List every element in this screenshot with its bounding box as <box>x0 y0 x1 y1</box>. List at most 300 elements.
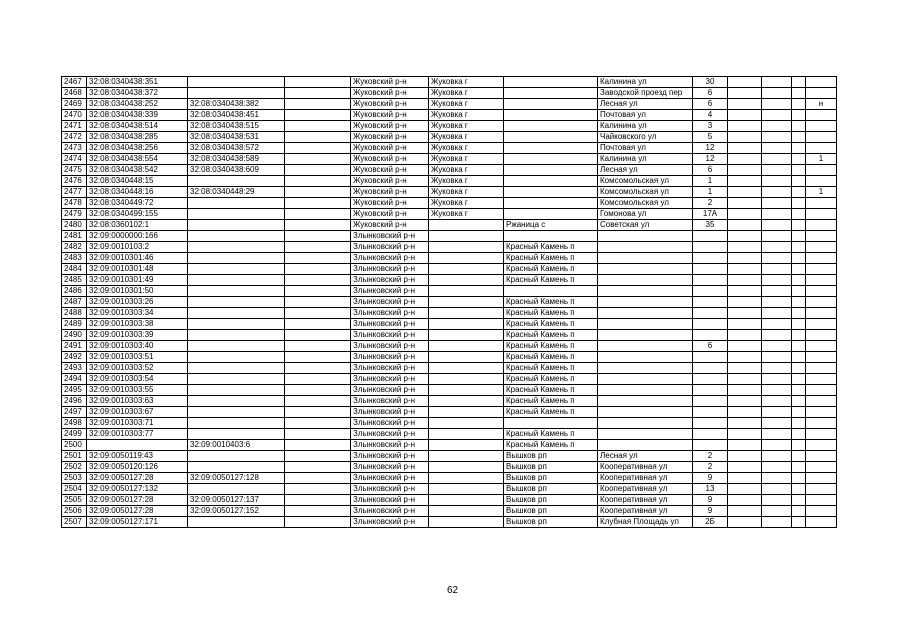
cell-col-12 <box>792 187 806 198</box>
cell-col-12 <box>792 341 806 352</box>
cell-col-11 <box>762 286 792 297</box>
cell-col-11 <box>762 121 792 132</box>
cell-city <box>429 517 504 528</box>
table-row <box>62 385 837 396</box>
cell-street <box>598 275 693 286</box>
cell-house-number <box>693 286 728 297</box>
cell-district: Жуковский р-н <box>351 132 429 143</box>
cell-row-number: 2473 <box>62 143 87 154</box>
cell-col-12 <box>792 495 806 506</box>
cell-cadastral-number: 32:09:0010303:67 <box>87 407 188 418</box>
table-row <box>62 264 837 275</box>
cell-col-10 <box>728 242 762 253</box>
cell-col-10 <box>728 341 762 352</box>
cell-empty-col <box>285 363 351 374</box>
cell-empty-col <box>285 374 351 385</box>
table-row <box>62 154 837 165</box>
cell-street <box>598 363 693 374</box>
cell-house-number <box>693 242 728 253</box>
table-row <box>62 396 837 407</box>
cell-related-cadastral-number: 32:08:0340448:29 <box>188 187 285 198</box>
cell-city: Жуковка г <box>429 154 504 165</box>
cell-street: Калинина ул <box>598 154 693 165</box>
cell-note <box>806 440 837 451</box>
cell-settlement <box>504 99 598 110</box>
cell-district: Злынковский р-н <box>351 374 429 385</box>
table-row <box>62 374 837 385</box>
cell-note <box>806 319 837 330</box>
cell-city: Жуковка г <box>429 121 504 132</box>
table-row <box>62 110 837 121</box>
cell-row-number: 2496 <box>62 396 87 407</box>
cell-district: Злынковский р-н <box>351 462 429 473</box>
cell-col-11 <box>762 253 792 264</box>
cell-col-12 <box>792 330 806 341</box>
cell-house-number: 6 <box>693 99 728 110</box>
cell-related-cadastral-number <box>188 297 285 308</box>
cell-cadastral-number: 32:09:0050127:28 <box>87 473 188 484</box>
cell-city: Жуковка г <box>429 88 504 99</box>
cell-related-cadastral-number <box>188 88 285 99</box>
cell-settlement: Вышков рп <box>504 506 598 517</box>
cell-row-number: 2474 <box>62 154 87 165</box>
cell-house-number: 2 <box>693 451 728 462</box>
cell-col-11 <box>762 264 792 275</box>
cell-empty-col <box>285 231 351 242</box>
cell-district: Жуковский р-н <box>351 198 429 209</box>
cell-related-cadastral-number: 32:08:0340438:589 <box>188 154 285 165</box>
cell-settlement: Красный Камень п <box>504 396 598 407</box>
cell-col-10 <box>728 77 762 88</box>
cell-district: Злынковский р-н <box>351 363 429 374</box>
table-row <box>62 242 837 253</box>
cell-row-number: 2506 <box>62 506 87 517</box>
cell-cadastral-number: 32:08:0340499:155 <box>87 209 188 220</box>
cell-district: Злынковский р-н <box>351 242 429 253</box>
cell-cadastral-number: 32:09:0010103:2 <box>87 242 188 253</box>
cell-col-12 <box>792 231 806 242</box>
cell-settlement <box>504 187 598 198</box>
cell-note <box>806 451 837 462</box>
cell-district: Злынковский р-н <box>351 319 429 330</box>
table-row <box>62 121 837 132</box>
cell-related-cadastral-number: 32:08:0340438:382 <box>188 99 285 110</box>
table-row <box>62 209 837 220</box>
cell-city <box>429 297 504 308</box>
cell-row-number: 2502 <box>62 462 87 473</box>
cell-col-12 <box>792 319 806 330</box>
cell-house-number: 6 <box>693 341 728 352</box>
cell-related-cadastral-number <box>188 374 285 385</box>
cell-city <box>429 352 504 363</box>
cell-house-number: 6 <box>693 88 728 99</box>
cell-cadastral-number: 32:09:0010303:34 <box>87 308 188 319</box>
cell-empty-col <box>285 121 351 132</box>
table-row <box>62 308 837 319</box>
cell-district: Злынковский р-н <box>351 385 429 396</box>
cell-city: Жуковка г <box>429 165 504 176</box>
cell-col-12 <box>792 407 806 418</box>
cell-district: Жуковский р-н <box>351 165 429 176</box>
table-row <box>62 143 837 154</box>
cell-col-12 <box>792 209 806 220</box>
cell-street: Кооперативная ул <box>598 484 693 495</box>
cell-city <box>429 473 504 484</box>
cell-related-cadastral-number: 32:08:0340438:451 <box>188 110 285 121</box>
cell-related-cadastral-number <box>188 242 285 253</box>
cell-row-number: 2480 <box>62 220 87 231</box>
cell-related-cadastral-number <box>188 429 285 440</box>
cell-cadastral-number: 32:08:0340449:72 <box>87 198 188 209</box>
cell-col-11 <box>762 187 792 198</box>
cell-col-10 <box>728 506 762 517</box>
cell-district: Злынковский р-н <box>351 231 429 242</box>
cell-settlement <box>504 154 598 165</box>
cell-note <box>806 341 837 352</box>
cell-col-11 <box>762 385 792 396</box>
cell-col-11 <box>762 484 792 495</box>
cell-street: Комсомольская ул <box>598 176 693 187</box>
table-row <box>62 99 837 110</box>
cell-row-number: 2485 <box>62 275 87 286</box>
cell-cadastral-number: 32:09:0010303:54 <box>87 374 188 385</box>
cell-cadastral-number: 32:09:0000000:166 <box>87 231 188 242</box>
cell-cadastral-number: 32:09:0050127:28 <box>87 506 188 517</box>
table-row <box>62 319 837 330</box>
cell-cadastral-number: 32:09:0010301:50 <box>87 286 188 297</box>
cell-related-cadastral-number <box>188 385 285 396</box>
cell-empty-col <box>285 154 351 165</box>
cell-row-number: 2471 <box>62 121 87 132</box>
cell-row-number: 2490 <box>62 330 87 341</box>
cell-col-12 <box>792 176 806 187</box>
cell-col-11 <box>762 143 792 154</box>
table-row <box>62 407 837 418</box>
cell-col-10 <box>728 165 762 176</box>
cell-related-cadastral-number <box>188 264 285 275</box>
cell-city: Жуковка г <box>429 77 504 88</box>
cell-city <box>429 330 504 341</box>
cell-note <box>806 473 837 484</box>
cell-district: Злынковский р-н <box>351 418 429 429</box>
cell-district: Злынковский р-н <box>351 484 429 495</box>
cell-house-number: 17А <box>693 209 728 220</box>
cell-note <box>806 275 837 286</box>
cell-col-12 <box>792 297 806 308</box>
cell-district: Злынковский р-н <box>351 429 429 440</box>
cell-note <box>806 385 837 396</box>
cell-cadastral-number: 32:09:0010303:26 <box>87 297 188 308</box>
table-row <box>62 517 837 528</box>
cell-city <box>429 242 504 253</box>
cell-col-10 <box>728 462 762 473</box>
table-row <box>62 352 837 363</box>
cell-col-10 <box>728 473 762 484</box>
cell-related-cadastral-number: 32:08:0340438:609 <box>188 165 285 176</box>
cell-cadastral-number: 32:09:0010303:40 <box>87 341 188 352</box>
cell-district: Жуковский р-н <box>351 121 429 132</box>
cell-note <box>806 363 837 374</box>
cell-street <box>598 407 693 418</box>
cell-row-number: 2479 <box>62 209 87 220</box>
cell-house-number: 2 <box>693 198 728 209</box>
cell-col-12 <box>792 143 806 154</box>
cell-note <box>806 495 837 506</box>
cell-related-cadastral-number: 32:08:0340438:515 <box>188 121 285 132</box>
cell-row-number: 2469 <box>62 99 87 110</box>
cell-house-number: 9 <box>693 506 728 517</box>
cell-empty-col <box>285 176 351 187</box>
cell-city <box>429 495 504 506</box>
cell-col-11 <box>762 132 792 143</box>
cell-settlement <box>504 418 598 429</box>
cell-row-number: 2505 <box>62 495 87 506</box>
cell-street <box>598 374 693 385</box>
cell-col-11 <box>762 242 792 253</box>
cell-street: Кооперативная ул <box>598 462 693 473</box>
cell-col-12 <box>792 198 806 209</box>
cell-note <box>806 143 837 154</box>
cell-house-number: 30 <box>693 77 728 88</box>
cell-col-12 <box>792 132 806 143</box>
cell-settlement: Красный Камень п <box>504 341 598 352</box>
cell-district: Злынковский р-н <box>351 506 429 517</box>
cell-row-number: 2467 <box>62 77 87 88</box>
cell-district: Злынковский р-н <box>351 253 429 264</box>
cell-settlement: Красный Камень п <box>504 264 598 275</box>
table-row <box>62 418 837 429</box>
cell-row-number: 2493 <box>62 363 87 374</box>
cell-settlement: Красный Камень п <box>504 352 598 363</box>
cell-city <box>429 220 504 231</box>
cell-street <box>598 253 693 264</box>
cell-cadastral-number: 32:09:0010303:55 <box>87 385 188 396</box>
cell-row-number: 2476 <box>62 176 87 187</box>
cell-col-11 <box>762 297 792 308</box>
cell-district: Жуковский р-н <box>351 220 429 231</box>
cell-related-cadastral-number: 32:09:0050127:128 <box>188 473 285 484</box>
cell-col-10 <box>728 319 762 330</box>
cell-col-12 <box>792 77 806 88</box>
cell-row-number: 2495 <box>62 385 87 396</box>
cell-empty-col <box>285 440 351 451</box>
cell-district: Жуковский р-н <box>351 99 429 110</box>
cell-col-12 <box>792 275 806 286</box>
cell-street: Почтовая ул <box>598 143 693 154</box>
cell-col-10 <box>728 220 762 231</box>
table-row <box>62 506 837 517</box>
cell-col-12 <box>792 484 806 495</box>
registry-table <box>61 76 837 528</box>
cell-row-number: 2494 <box>62 374 87 385</box>
cell-related-cadastral-number <box>188 418 285 429</box>
cell-district: Злынковский р-н <box>351 396 429 407</box>
cell-settlement: Вышков рп <box>504 451 598 462</box>
table-row <box>62 341 837 352</box>
cell-related-cadastral-number <box>188 209 285 220</box>
cell-city <box>429 341 504 352</box>
cell-house-number: 2Б <box>693 517 728 528</box>
cell-empty-col <box>285 341 351 352</box>
cell-cadastral-number: 32:08:0340438:514 <box>87 121 188 132</box>
table-row <box>62 286 837 297</box>
cell-settlement <box>504 110 598 121</box>
cell-row-number: 2468 <box>62 88 87 99</box>
cell-house-number <box>693 264 728 275</box>
cell-col-10 <box>728 363 762 374</box>
cell-note <box>806 77 837 88</box>
registry-table-body <box>62 77 837 528</box>
cell-related-cadastral-number <box>188 286 285 297</box>
cell-row-number: 2487 <box>62 297 87 308</box>
cell-col-11 <box>762 308 792 319</box>
cell-cadastral-number: 32:09:0010303:38 <box>87 319 188 330</box>
cell-house-number <box>693 374 728 385</box>
cell-street <box>598 440 693 451</box>
cell-settlement <box>504 198 598 209</box>
cell-house-number: 12 <box>693 143 728 154</box>
cell-settlement: Красный Камень п <box>504 275 598 286</box>
cell-note <box>806 374 837 385</box>
cell-row-number: 2488 <box>62 308 87 319</box>
cell-settlement <box>504 286 598 297</box>
cell-col-12 <box>792 99 806 110</box>
cell-city <box>429 264 504 275</box>
cell-street <box>598 286 693 297</box>
cell-empty-col <box>285 495 351 506</box>
cell-row-number: 2503 <box>62 473 87 484</box>
cell-house-number: 3 <box>693 121 728 132</box>
cell-col-11 <box>762 341 792 352</box>
cell-city <box>429 418 504 429</box>
table-row <box>62 451 837 462</box>
cell-settlement: Красный Камень п <box>504 330 598 341</box>
cell-house-number: 6 <box>693 165 728 176</box>
cell-house-number: 9 <box>693 495 728 506</box>
cell-city: Жуковка г <box>429 110 504 121</box>
cell-cadastral-number: 32:09:0010303:77 <box>87 429 188 440</box>
table-row <box>62 165 837 176</box>
cell-col-10 <box>728 264 762 275</box>
table-row <box>62 220 837 231</box>
cell-city <box>429 407 504 418</box>
table-row <box>62 473 837 484</box>
cell-cadastral-number: 32:09:0050127:132 <box>87 484 188 495</box>
cell-empty-col <box>285 77 351 88</box>
cell-col-11 <box>762 154 792 165</box>
cell-col-10 <box>728 374 762 385</box>
cell-district: Злынковский р-н <box>351 517 429 528</box>
cell-row-number: 2489 <box>62 319 87 330</box>
cell-street <box>598 308 693 319</box>
cell-street: Чайковского ул <box>598 132 693 143</box>
cell-col-12 <box>792 352 806 363</box>
cell-settlement <box>504 88 598 99</box>
cell-house-number <box>693 330 728 341</box>
cell-street <box>598 429 693 440</box>
cell-col-11 <box>762 418 792 429</box>
cell-col-12 <box>792 418 806 429</box>
cell-empty-col <box>285 209 351 220</box>
cell-empty-col <box>285 407 351 418</box>
cell-house-number <box>693 275 728 286</box>
cell-related-cadastral-number <box>188 517 285 528</box>
cell-house-number <box>693 297 728 308</box>
cell-col-10 <box>728 275 762 286</box>
cell-house-number <box>693 440 728 451</box>
cell-related-cadastral-number <box>188 198 285 209</box>
cell-settlement <box>504 121 598 132</box>
table-row <box>62 187 837 198</box>
cell-street: Заводской проезд пер <box>598 88 693 99</box>
cell-col-10 <box>728 187 762 198</box>
cell-city: Жуковка г <box>429 143 504 154</box>
cell-empty-col <box>285 352 351 363</box>
cell-col-10 <box>728 143 762 154</box>
cell-district: Злынковский р-н <box>351 352 429 363</box>
cell-col-11 <box>762 275 792 286</box>
cell-district: Жуковский р-н <box>351 209 429 220</box>
cell-settlement: Вышков рп <box>504 462 598 473</box>
cell-house-number: 12 <box>693 154 728 165</box>
cell-empty-col <box>285 264 351 275</box>
cell-col-10 <box>728 121 762 132</box>
cell-empty-col <box>285 187 351 198</box>
cell-settlement: Красный Камень п <box>504 440 598 451</box>
cell-street: Кооперативная ул <box>598 473 693 484</box>
cell-note <box>806 209 837 220</box>
cell-col-10 <box>728 418 762 429</box>
cell-col-12 <box>792 154 806 165</box>
cell-house-number: 2 <box>693 462 728 473</box>
cell-empty-col <box>285 418 351 429</box>
cell-district: Злынковский р-н <box>351 451 429 462</box>
cell-city: Жуковка г <box>429 187 504 198</box>
cell-house-number <box>693 418 728 429</box>
cell-empty-col <box>285 396 351 407</box>
cell-cadastral-number: 32:08:0340438:372 <box>87 88 188 99</box>
cell-col-12 <box>792 396 806 407</box>
cell-row-number: 2470 <box>62 110 87 121</box>
cell-house-number <box>693 308 728 319</box>
cell-col-12 <box>792 165 806 176</box>
cell-related-cadastral-number <box>188 484 285 495</box>
cell-street: Клубная Площадь ул <box>598 517 693 528</box>
cell-col-10 <box>728 517 762 528</box>
cell-col-10 <box>728 451 762 462</box>
cell-related-cadastral-number <box>188 451 285 462</box>
cell-city <box>429 286 504 297</box>
cell-district: Злынковский р-н <box>351 473 429 484</box>
page-number: 62 <box>446 585 459 596</box>
cell-street: Почтовая ул <box>598 110 693 121</box>
cell-district: Жуковский р-н <box>351 88 429 99</box>
cell-col-11 <box>762 209 792 220</box>
cell-related-cadastral-number <box>188 341 285 352</box>
cell-house-number <box>693 363 728 374</box>
cell-note <box>806 264 837 275</box>
cell-related-cadastral-number <box>188 231 285 242</box>
cell-note <box>806 297 837 308</box>
cell-row-number: 2507 <box>62 517 87 528</box>
cell-empty-col <box>285 99 351 110</box>
cell-street: Кооперативная ул <box>598 506 693 517</box>
cell-col-10 <box>728 495 762 506</box>
cell-col-11 <box>762 495 792 506</box>
cell-cadastral-number: 32:09:0010301:49 <box>87 275 188 286</box>
cell-house-number: 35 <box>693 220 728 231</box>
cell-street: Кооперативная ул <box>598 495 693 506</box>
